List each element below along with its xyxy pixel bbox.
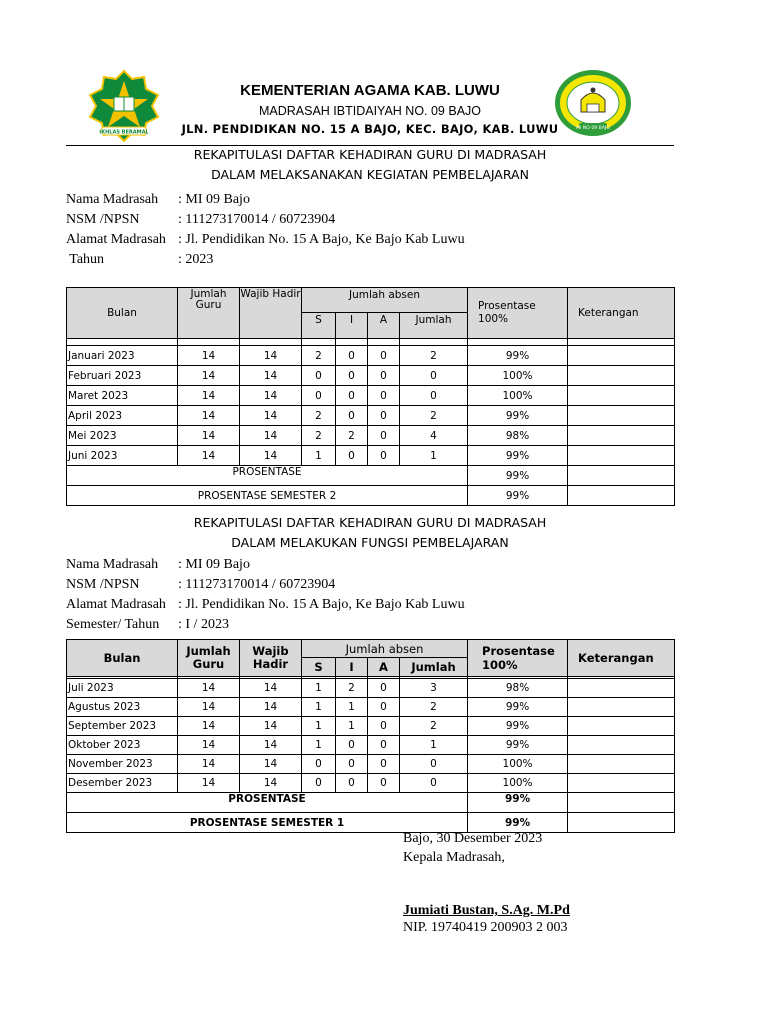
- cell-keterangan: [568, 698, 675, 717]
- cell-i: 2: [336, 679, 368, 698]
- svg-text:IKHLAS BERAMAL: IKHLAS BERAMAL: [99, 129, 149, 136]
- cell-prosentase: 100%: [468, 386, 568, 406]
- svg-text:MI NO 09 BAJO: MI NO 09 BAJO: [576, 126, 610, 131]
- cell-bulan: Juni 2023: [67, 446, 178, 466]
- cell-bulan: September 2023: [67, 717, 178, 736]
- cell-jumlah: 1: [400, 736, 468, 755]
- cell-wajib-hadir: 14: [240, 717, 302, 736]
- table-row: [67, 406, 675, 426]
- header-keterangan: Keterangan: [568, 288, 675, 339]
- header-jumlah-absen: Jumlah absen: [302, 640, 468, 658]
- footer-row: [67, 486, 675, 506]
- header-wajib-hadir: Wajib Hadir: [240, 640, 302, 677]
- footer-row: [67, 793, 675, 813]
- footer-blank: [568, 486, 675, 506]
- cell-keterangan: [568, 406, 675, 426]
- header-a: A: [368, 658, 400, 677]
- footer-value: 99%: [468, 486, 568, 506]
- section1-title-line1: REKAPITULASI DAFTAR KEHADIRAN GURU DI MADRASAH: [193, 147, 547, 162]
- cell-a: 0: [368, 446, 400, 466]
- cell-i: 1: [336, 717, 368, 736]
- cell-i: 0: [336, 386, 368, 406]
- cell-i: 0: [336, 736, 368, 755]
- table-row: [67, 386, 675, 406]
- cell-jumlah-guru: 14: [178, 426, 240, 446]
- cell-keterangan: [568, 736, 675, 755]
- cell-jumlah: 0: [400, 755, 468, 774]
- cell-s: 1: [302, 717, 336, 736]
- cell-prosentase: 99%: [468, 717, 568, 736]
- cell-prosentase: 100%: [468, 774, 568, 793]
- info-row: [66, 252, 666, 272]
- cell-a: 0: [368, 717, 400, 736]
- cell-prosentase: 98%: [468, 426, 568, 446]
- cell-wajib-hadir: 14: [240, 406, 302, 426]
- cell-jumlah: 4: [400, 426, 468, 446]
- cell-jumlah-guru: 14: [178, 366, 240, 386]
- cell-bulan: Mei 2023: [67, 426, 178, 446]
- cell-jumlah: 2: [400, 346, 468, 366]
- header-i: I: [336, 658, 368, 677]
- signature-name: Jumiati Bustan, S.Ag. M.Pd: [403, 903, 570, 918]
- cell-wajib-hadir: 14: [240, 679, 302, 698]
- info-label: Alamat Madrasah: [66, 597, 166, 612]
- cell-a: 0: [368, 386, 400, 406]
- cell-s: 0: [302, 386, 336, 406]
- info-label: Semester/ Tahun: [66, 617, 160, 632]
- cell-a: 0: [368, 366, 400, 386]
- cell-s: 1: [302, 698, 336, 717]
- cell-prosentase: 99%: [468, 736, 568, 755]
- footer-value: 99%: [468, 793, 568, 813]
- header-s: S: [302, 658, 336, 677]
- cell-bulan: April 2023: [67, 406, 178, 426]
- cell-wajib-hadir: 14: [240, 446, 302, 466]
- cell-a: 0: [368, 426, 400, 446]
- cell-keterangan: [568, 755, 675, 774]
- cell-jumlah-guru: 14: [178, 774, 240, 793]
- table-row: [67, 698, 675, 717]
- footer-blank: [568, 813, 675, 833]
- cell-bulan: November 2023: [67, 755, 178, 774]
- cell-i: 0: [336, 366, 368, 386]
- letterhead-divider: [66, 145, 674, 146]
- info-row: [66, 192, 666, 212]
- cell-s: 0: [302, 774, 336, 793]
- info-label: NSM /NPSN: [66, 212, 140, 227]
- section2-info: [66, 557, 666, 637]
- signature-nip: NIP. 19740419 200903 2 003: [403, 920, 568, 935]
- footer-blank: [568, 466, 675, 486]
- cell-jumlah: 0: [400, 366, 468, 386]
- footer-label: PROSENTASE: [67, 466, 468, 486]
- cell-s: 1: [302, 679, 336, 698]
- cell-s: 2: [302, 426, 336, 446]
- cell-keterangan: [568, 346, 675, 366]
- cell-bulan: Desember 2023: [67, 774, 178, 793]
- header-s: S: [302, 313, 336, 339]
- section1-info: [66, 192, 666, 272]
- cell-wajib-hadir: 14: [240, 426, 302, 446]
- footer-label: PROSENTASE: [67, 793, 468, 813]
- cell-bulan: Januari 2023: [67, 346, 178, 366]
- info-label: Alamat Madrasah: [66, 232, 166, 247]
- cell-wajib-hadir: 14: [240, 755, 302, 774]
- cell-jumlah-guru: 14: [178, 679, 240, 698]
- info-label: NSM /NPSN: [66, 577, 140, 592]
- info-row: [66, 557, 666, 577]
- info-value: : 111273170014 / 60723904: [178, 577, 336, 592]
- cell-jumlah-guru: 14: [178, 698, 240, 717]
- cell-bulan: Oktober 2023: [67, 736, 178, 755]
- header-bulan: Bulan: [67, 640, 178, 677]
- cell-s: 1: [302, 736, 336, 755]
- cell-bulan: Agustus 2023: [67, 698, 178, 717]
- cell-keterangan: [568, 717, 675, 736]
- cell-a: 0: [368, 406, 400, 426]
- header-prosentase: Prosentase 100%: [468, 288, 568, 339]
- table-row: [67, 679, 675, 698]
- info-label: Nama Madrasah: [66, 557, 159, 572]
- cell-keterangan: [568, 426, 675, 446]
- cell-i: 0: [336, 755, 368, 774]
- cell-bulan: Maret 2023: [67, 386, 178, 406]
- cell-a: 0: [368, 755, 400, 774]
- cell-i: 2: [336, 426, 368, 446]
- cell-bulan: Februari 2023: [67, 366, 178, 386]
- cell-a: 0: [368, 679, 400, 698]
- cell-jumlah-guru: 14: [178, 736, 240, 755]
- table-row: [67, 717, 675, 736]
- cell-a: 0: [368, 698, 400, 717]
- info-value: : MI 09 Bajo: [178, 192, 250, 207]
- cell-wajib-hadir: 14: [240, 366, 302, 386]
- header-wajib-hadir: Wajib Hadir: [240, 288, 302, 339]
- info-row: [66, 212, 666, 232]
- info-value: : I / 2023: [178, 617, 229, 632]
- header-prosentase: Prosentase 100%: [468, 640, 568, 677]
- letterhead-address: JLN. PENDIDIKAN NO. 15 A BAJO, KEC. BAJO, KAB. LUWU: [181, 122, 559, 136]
- info-row: [66, 577, 666, 597]
- cell-jumlah: 0: [400, 386, 468, 406]
- section1-title-line2: DALAM MELAKSANAKAN KEGIATAN PEMBELAJARAN: [211, 167, 529, 182]
- cell-jumlah: 1: [400, 446, 468, 466]
- info-value: : Jl. Pendidikan No. 15 A Bajo, Ke Bajo Kab Luwu: [178, 232, 465, 247]
- footer-value: 99%: [468, 813, 568, 833]
- info-value: : 2023: [178, 252, 214, 267]
- header-jumlah-guru: Jumlah Guru: [178, 288, 240, 339]
- cell-i: 0: [336, 446, 368, 466]
- footer-label: PROSENTASE SEMESTER 1: [67, 813, 468, 833]
- cell-prosentase: 99%: [468, 698, 568, 717]
- cell-a: 0: [368, 346, 400, 366]
- header-bulan: Bulan: [67, 288, 178, 339]
- cell-wajib-hadir: 14: [240, 346, 302, 366]
- attendance-table-1: [66, 287, 675, 506]
- cell-s: 0: [302, 755, 336, 774]
- cell-s: 2: [302, 346, 336, 366]
- cell-a: 0: [368, 774, 400, 793]
- letterhead-school: MADRASAH IBTIDAIYAH NO. 09 BAJO: [258, 104, 482, 118]
- cell-prosentase: 100%: [468, 755, 568, 774]
- cell-wajib-hadir: 14: [240, 386, 302, 406]
- table-row: [67, 736, 675, 755]
- cell-i: 1: [336, 698, 368, 717]
- cell-jumlah-guru: 14: [178, 406, 240, 426]
- cell-jumlah: 3: [400, 679, 468, 698]
- cell-prosentase: 100%: [468, 366, 568, 386]
- cell-keterangan: [568, 386, 675, 406]
- cell-a: 0: [368, 736, 400, 755]
- cell-jumlah-guru: 14: [178, 717, 240, 736]
- footer-value: 99%: [468, 466, 568, 486]
- info-value: : Jl. Pendidikan No. 15 A Bajo, Ke Bajo Kab Luwu: [178, 597, 465, 612]
- cell-bulan: Juli 2023: [67, 679, 178, 698]
- table-row: [67, 774, 675, 793]
- cell-jumlah: 2: [400, 717, 468, 736]
- info-value: : MI 09 Bajo: [178, 557, 250, 572]
- letterhead-ministry: KEMENTERIAN AGAMA KAB. LUWU: [240, 82, 500, 99]
- signature-position: Kepala Madrasah,: [403, 850, 505, 865]
- table-row: [67, 366, 675, 386]
- cell-i: 0: [336, 774, 368, 793]
- footer-label: PROSENTASE SEMESTER 2: [67, 486, 468, 506]
- section2-title-line1: REKAPITULASI DAFTAR KEHADIRAN GURU DI MADRASAH: [193, 515, 547, 530]
- cell-prosentase: 99%: [468, 406, 568, 426]
- header-a: A: [368, 313, 400, 339]
- spacer-row: [67, 339, 675, 346]
- cell-jumlah: 2: [400, 698, 468, 717]
- header-jumlah-absen: Jumlah absen: [302, 288, 468, 313]
- section2-title-line2: DALAM MELAKUKAN FUNGSI PEMBELAJARAN: [231, 535, 509, 550]
- footer-blank: [568, 793, 675, 813]
- cell-prosentase: 98%: [468, 679, 568, 698]
- header-jumlah: Jumlah: [400, 658, 468, 677]
- info-label: Nama Madrasah: [66, 192, 159, 207]
- cell-jumlah: 0: [400, 774, 468, 793]
- cell-jumlah-guru: 14: [178, 755, 240, 774]
- cell-s: 0: [302, 366, 336, 386]
- info-row: [66, 597, 666, 617]
- footer-row: [67, 813, 675, 833]
- cell-keterangan: [568, 446, 675, 466]
- attendance-table-2: [66, 639, 675, 833]
- cell-prosentase: 99%: [468, 346, 568, 366]
- signature-place-date: Bajo, 30 Desember 2023: [403, 831, 543, 846]
- cell-s: 2: [302, 406, 336, 426]
- cell-keterangan: [568, 366, 675, 386]
- footer-row: [67, 466, 675, 486]
- cell-wajib-hadir: 14: [240, 736, 302, 755]
- header-i: I: [336, 313, 368, 339]
- cell-jumlah: 2: [400, 406, 468, 426]
- cell-jumlah-guru: 14: [178, 346, 240, 366]
- cell-s: 1: [302, 446, 336, 466]
- info-row: [66, 617, 666, 637]
- cell-jumlah-guru: 14: [178, 386, 240, 406]
- table-row: [67, 755, 675, 774]
- cell-jumlah-guru: 14: [178, 446, 240, 466]
- table-row: [67, 346, 675, 366]
- header-keterangan: Keterangan: [568, 640, 675, 677]
- cell-keterangan: [568, 679, 675, 698]
- cell-keterangan: [568, 774, 675, 793]
- header-jumlah-guru: Jumlah Guru: [178, 640, 240, 677]
- info-row: [66, 232, 666, 252]
- info-label: Tahun: [66, 252, 105, 267]
- info-value: : 111273170014 / 60723904: [178, 212, 336, 227]
- cell-i: 0: [336, 406, 368, 426]
- cell-wajib-hadir: 14: [240, 698, 302, 717]
- header-jumlah: Jumlah: [400, 313, 468, 339]
- cell-wajib-hadir: 14: [240, 774, 302, 793]
- cell-i: 0: [336, 346, 368, 366]
- table-row: [67, 426, 675, 446]
- kemenag-emblem-icon: [86, 69, 162, 143]
- cell-prosentase: 99%: [468, 446, 568, 466]
- table-row: [67, 446, 675, 466]
